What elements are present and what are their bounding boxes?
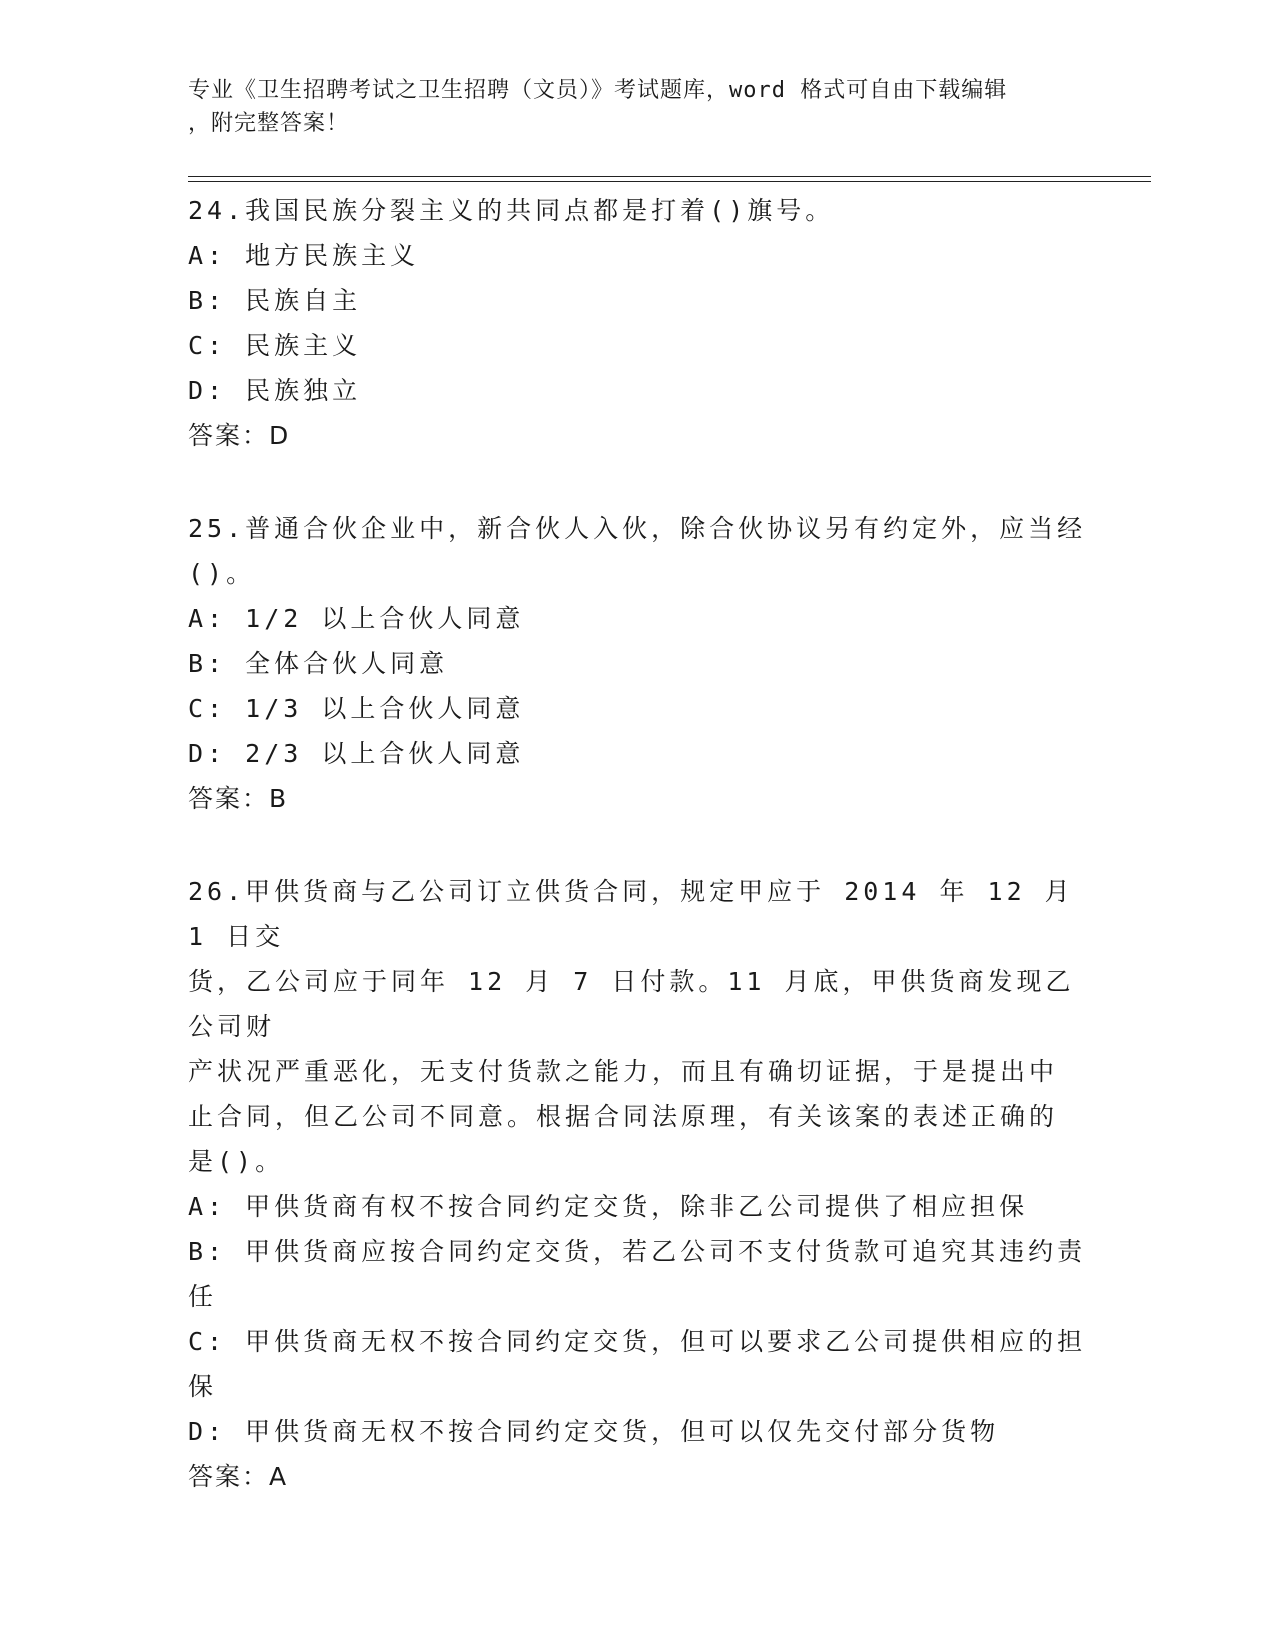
option-b-continued: 任: [188, 1282, 218, 1311]
option-d: D: 民族独立: [188, 376, 362, 405]
question-text: 货，乙公司应于同年 12 月 7 日付款。11 月底，甲供货商发现乙公司财: [188, 967, 1075, 1041]
option-c-continued: 保: [188, 1372, 218, 1401]
header-divider-top: [188, 176, 1151, 177]
document-header: [188, 74, 1088, 140]
question-text: 是()。: [188, 1147, 285, 1176]
question-text: ()。: [188, 559, 256, 588]
option-a: A: 地方民族主义: [188, 241, 420, 270]
header-divider-bottom: [188, 181, 1151, 182]
question-list: [188, 188, 1088, 1547]
option-d: D: 2/3 以上合伙人同意: [188, 739, 525, 768]
option-b: B: 甲供货商应按合同约定交货，若乙公司不支付货款可追究其违约责: [188, 1237, 1087, 1266]
answer: 答案：D: [188, 421, 291, 450]
question-text: 24.我国民族分裂主义的共同点都是打着()旗号。: [188, 196, 835, 225]
answer: 答案：B: [188, 784, 289, 813]
question-26: [188, 869, 1088, 1499]
option-b: B: 民族自主: [188, 286, 362, 315]
question-text: 止合同，但乙公司不同意。根据合同法原理，有关该案的表述正确的: [188, 1102, 1059, 1131]
question-25: [188, 506, 1088, 821]
question-text: 产状况严重恶化，无支付货款之能力，而且有确切证据，于是提出中: [188, 1057, 1059, 1086]
option-c: C: 1/3 以上合伙人同意: [188, 694, 525, 723]
header-line: 专业《卫生招聘考试之卫生招聘（文员）》考试题库，word 格式可自由下载编辑: [188, 78, 1008, 103]
answer: 答案：A: [188, 1462, 289, 1491]
question-text: 26.甲供货商与乙公司订立供货合同，规定甲应于 2014 年 12 月 1 日交: [188, 877, 1074, 951]
option-a: A: 1/2 以上合伙人同意: [188, 604, 525, 633]
option-b: B: 全体合伙人同意: [188, 649, 449, 678]
option-a: A: 甲供货商有权不按合同约定交货，除非乙公司提供了相应担保: [188, 1192, 1029, 1221]
option-d: D: 甲供货商无权不按合同约定交货，但可以仅先交付部分货物: [188, 1417, 1000, 1446]
option-c: C: 民族主义: [188, 331, 362, 360]
question-24: [188, 188, 1088, 458]
header-line: ，附完整答案！: [188, 111, 350, 136]
option-c: C: 甲供货商无权不按合同约定交货，但可以要求乙公司提供相应的担: [188, 1327, 1087, 1356]
question-text: 25.普通合伙企业中，新合伙人入伙，除合伙协议另有约定外，应当经: [188, 514, 1087, 543]
